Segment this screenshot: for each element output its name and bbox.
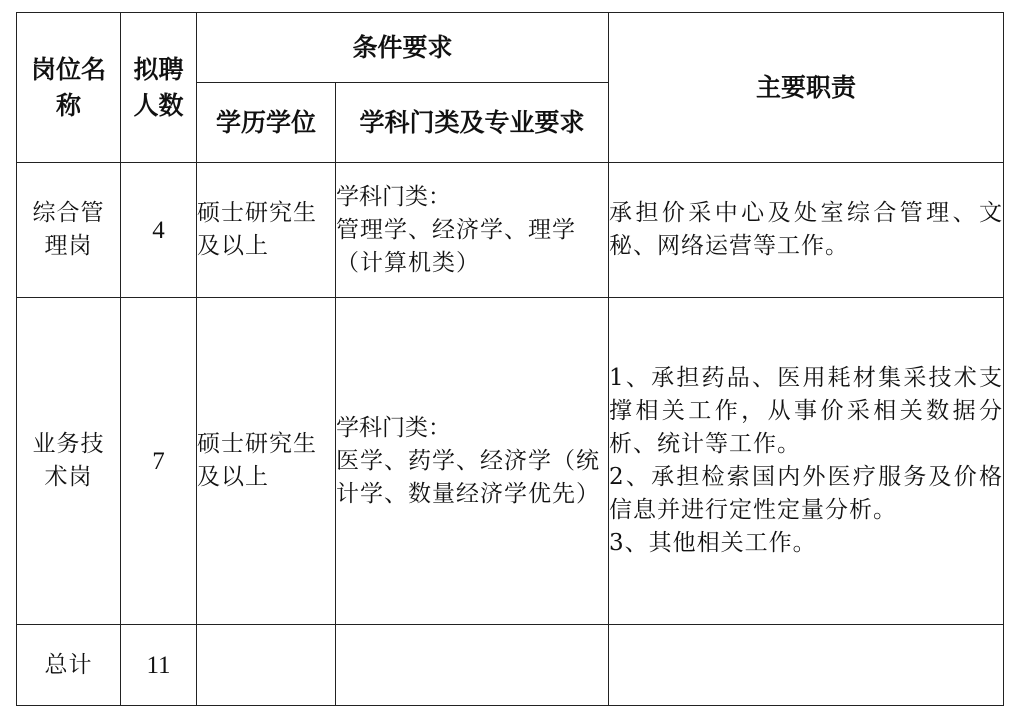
header-row-top [17,13,1004,83]
discipline-cell [336,298,609,625]
position-cell: 综合管理岗 [17,163,121,298]
header-duties: 主要职责 [609,13,1004,163]
discipline-title: 学科门类： [336,183,451,210]
duties-cell [609,163,1004,298]
duty-item: 2、承担检索国内外医疗服务及价格信息并进行定性定量分析。 [609,464,1004,523]
count-cell: 7 [121,298,197,625]
duty-item: 1、承担药品、医用耗材集采技术支撑相关工作，从事价采相关数据分析、统计等工作。 [609,365,1004,457]
total-row [17,625,1004,706]
total-label: 总计 [17,625,121,706]
education-cell: 硕士研究生及以上 [197,163,336,298]
table-row [17,163,1004,298]
discipline-cell [336,163,609,298]
empty-cell [197,625,336,706]
empty-cell [609,625,1004,706]
discipline-detail: 管理学、经济学、理学（计算机类） [336,216,576,276]
count-cell: 4 [121,163,197,298]
header-discipline: 学科门类及专业要求 [336,83,609,163]
education-cell: 硕士研究生及以上 [197,298,336,625]
discipline-detail: 医学、药学、经济学（统计学、数量经济学优先） [336,447,600,507]
table-row [17,298,1004,625]
duty-item: 承担价采中心及处室综合管理、文秘、网络运营等工作。 [609,200,1004,259]
position-cell: 业务技术岗 [17,298,121,625]
header-requirements: 条件要求 [197,13,609,83]
header-education: 学历学位 [197,83,336,163]
header-headcount: 拟聘人数 [121,13,197,163]
header-position-name: 岗位名称 [17,13,121,163]
duties-cell [609,298,1004,625]
duty-item: 3、其他相关工作。 [609,530,817,556]
recruitment-table [16,12,1004,706]
total-count: 11 [121,625,197,706]
empty-cell [336,625,609,706]
discipline-title: 学科门类： [336,414,451,441]
